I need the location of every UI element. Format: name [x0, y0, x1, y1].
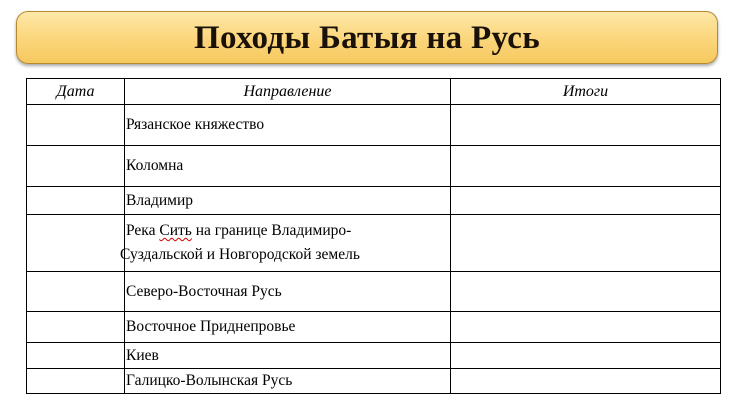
direction-text: Рязанское княжество	[126, 116, 265, 133]
direction-text: Восточное Приднепровье	[126, 318, 296, 335]
results-cell[interactable]	[451, 312, 721, 343]
direction-text: Галицко-Волынская Русь	[126, 372, 293, 389]
page-title: Походы Батыя на Русь	[194, 20, 540, 56]
date-cell[interactable]	[27, 369, 125, 394]
direction-cell	[125, 369, 451, 394]
direction-cell	[125, 343, 451, 369]
results-cell[interactable]	[451, 187, 721, 215]
table-row	[27, 312, 721, 343]
header-date: Дата	[27, 79, 125, 105]
direction-text: на границе Владимиро-	[191, 222, 352, 239]
direction-cell	[125, 272, 451, 312]
results-cell[interactable]	[451, 369, 721, 394]
direction-cell	[120, 215, 451, 272]
date-cell[interactable]	[27, 146, 125, 187]
direction-line-1	[125, 219, 450, 243]
results-cell[interactable]	[451, 215, 721, 272]
results-cell[interactable]	[451, 343, 721, 369]
table-row	[27, 343, 721, 369]
header-results: Итоги	[451, 79, 721, 105]
date-cell[interactable]	[27, 272, 125, 312]
direction-cell	[125, 146, 451, 187]
date-cell[interactable]	[27, 215, 125, 272]
date-cell[interactable]	[27, 343, 125, 369]
direction-text: Владимир	[126, 191, 193, 209]
direction-text: Северо-Восточная Русь	[126, 282, 282, 300]
results-cell[interactable]	[451, 146, 721, 187]
header-direction: Направление	[125, 79, 451, 105]
direction-line-2: Суздальской и Новгородской земель	[120, 246, 360, 263]
direction-cell	[125, 105, 451, 146]
direction-text: Река	[126, 222, 160, 239]
title-banner	[16, 11, 718, 64]
direction-cell	[125, 187, 451, 215]
direction-text: Коломна	[126, 157, 184, 174]
table-row	[27, 215, 721, 272]
results-cell[interactable]	[451, 272, 721, 312]
date-cell[interactable]	[27, 187, 125, 215]
misspelled-word: Сить	[159, 222, 192, 239]
table-row	[27, 272, 721, 312]
date-cell[interactable]	[27, 105, 125, 146]
results-cell[interactable]	[451, 105, 721, 146]
direction-cell	[125, 312, 451, 343]
table-row	[27, 187, 721, 215]
direction-text: Киев	[126, 346, 159, 364]
date-cell[interactable]	[27, 312, 125, 343]
table-row	[27, 369, 721, 394]
table-row	[27, 146, 721, 187]
table-row	[27, 105, 721, 146]
table-header-row	[27, 79, 721, 105]
campaigns-table	[26, 78, 721, 394]
